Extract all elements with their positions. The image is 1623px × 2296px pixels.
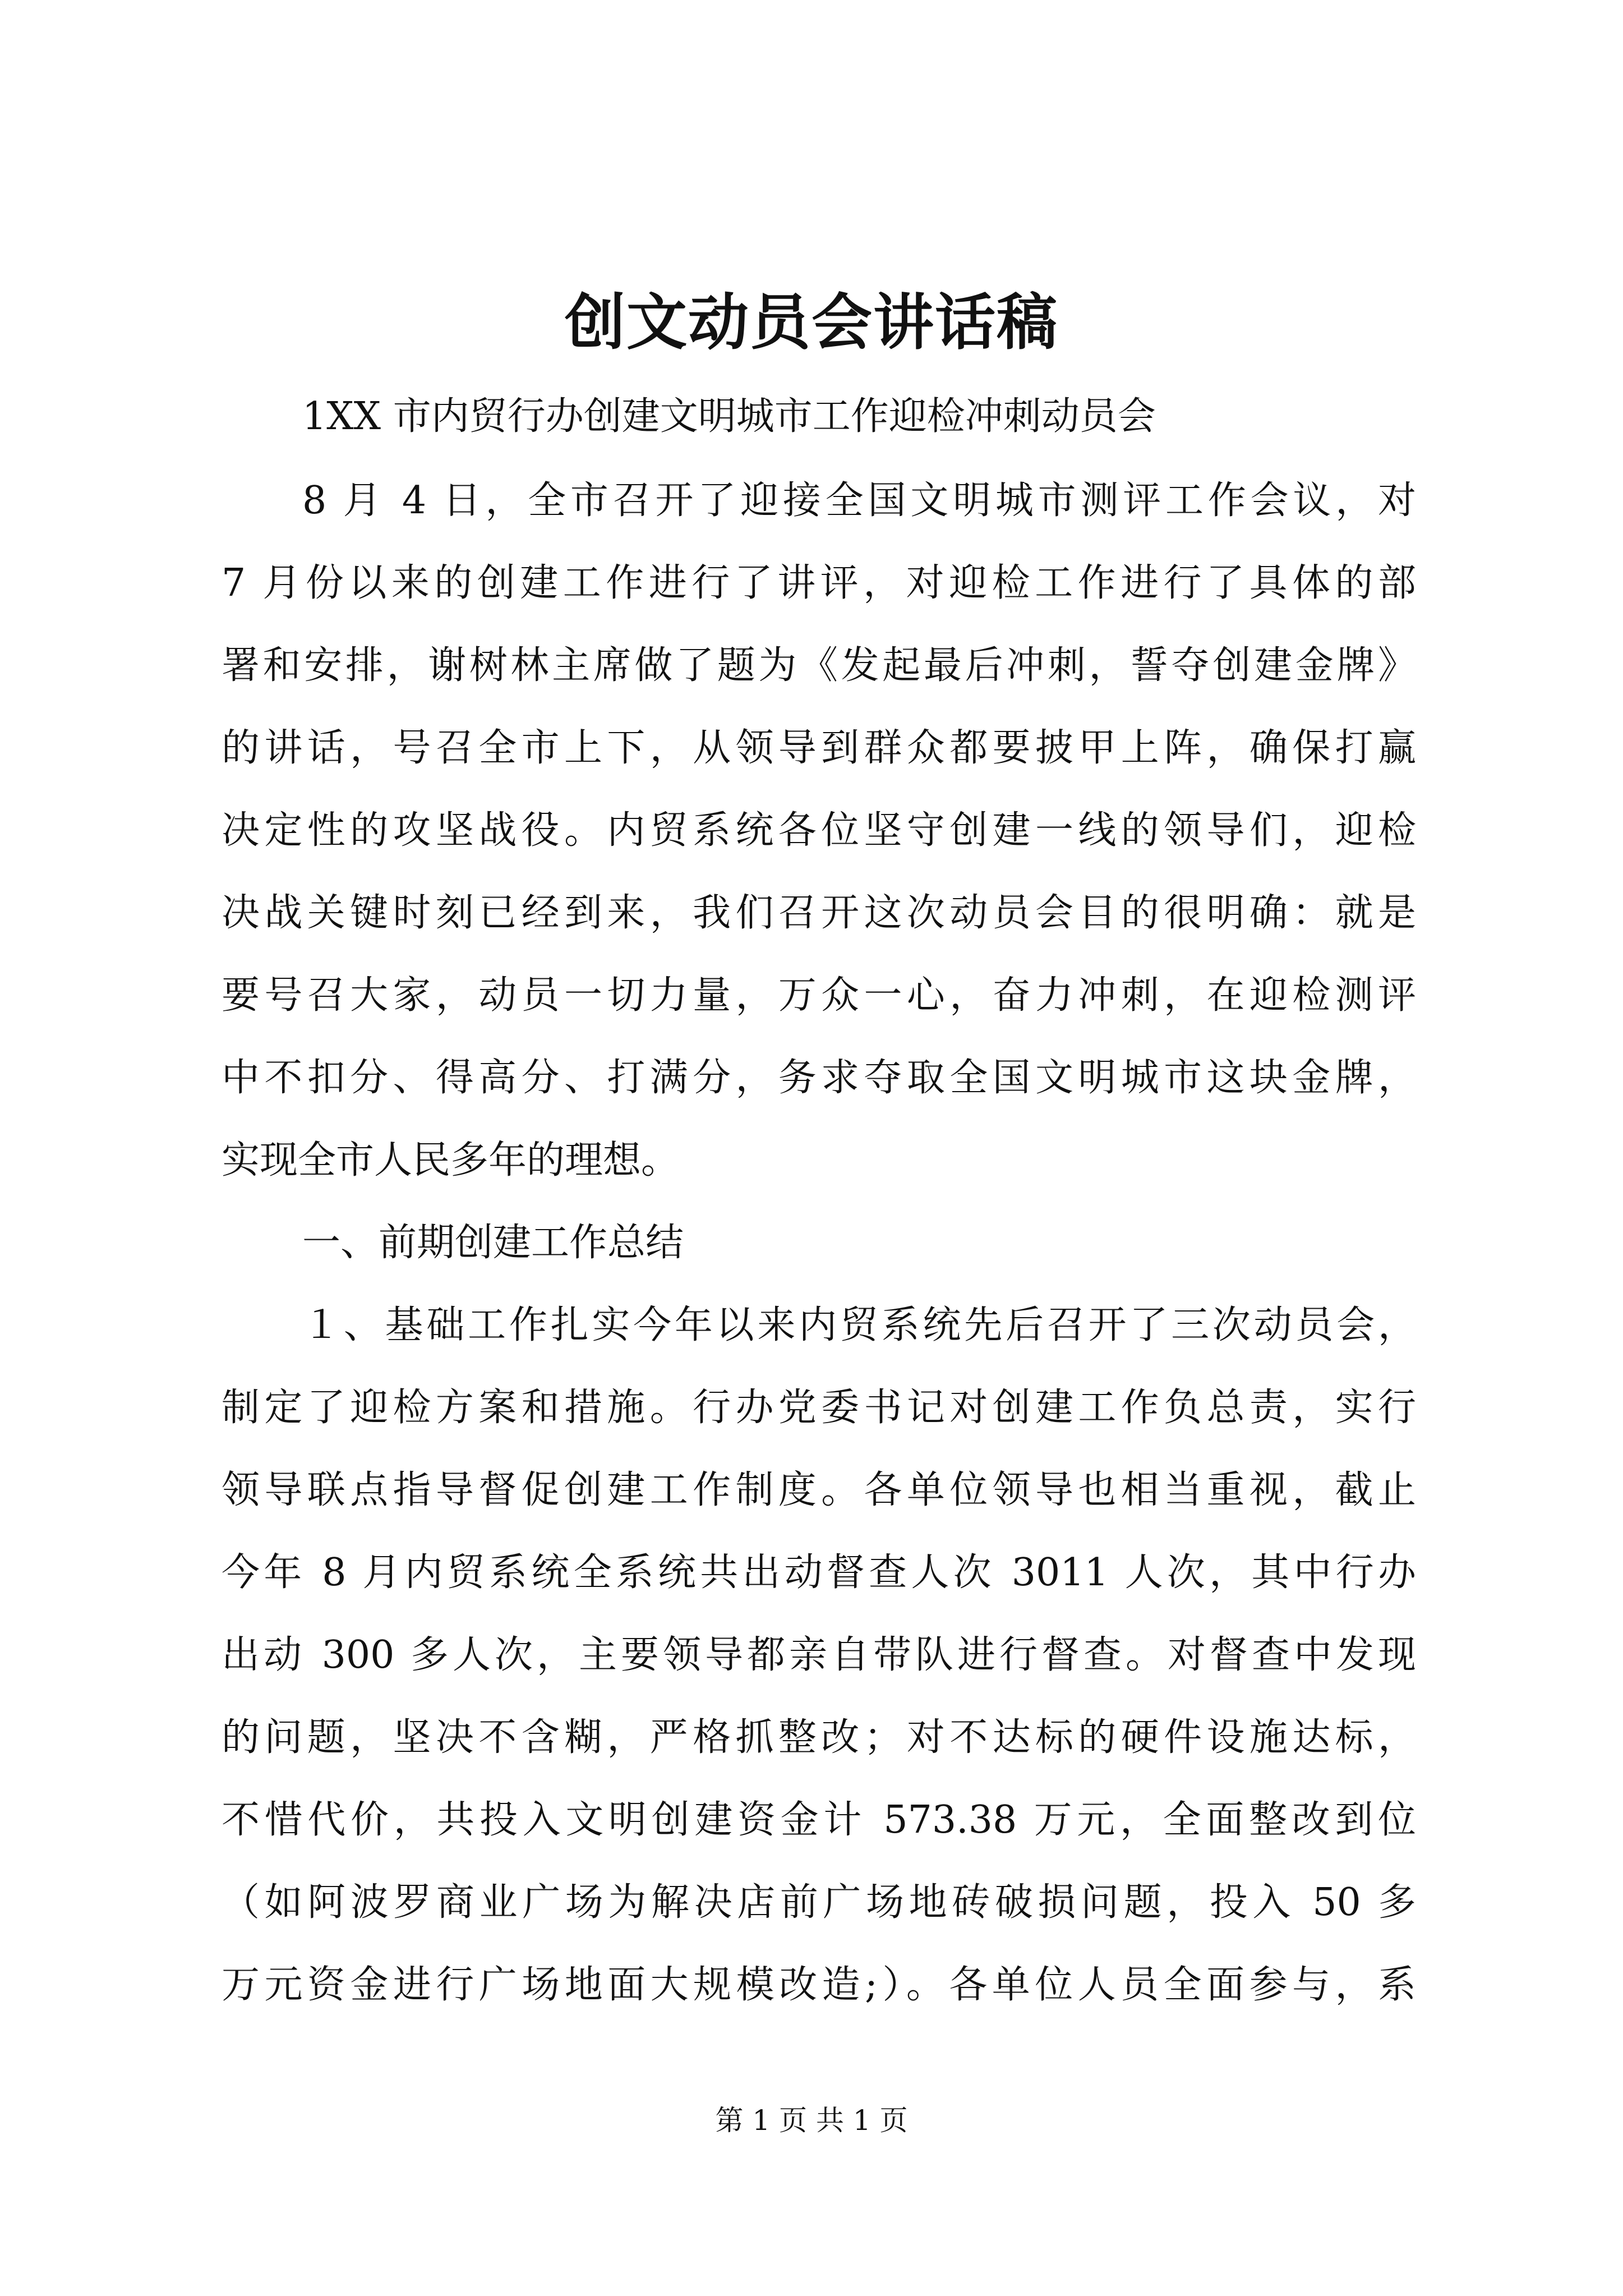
paragraph-line: 今年 8 月内贸系统全系统共出动督查人次 3011 人次，其中行办 (222, 1550, 1416, 1595)
paragraph-line: 中不扣分、得高分、打满分，务求夺取全国文明城市这块金牌， (222, 1056, 1416, 1100)
paragraph-line: １、基础工作扎实今年以来内贸系统先后召开了三次动员会， (302, 1303, 1416, 1347)
paragraph-line: 不惜代价，共投入文明创建资金计 573.38 万元，全面整改到位 (222, 1798, 1416, 1842)
section-heading: 一、前期创建工作总结 (302, 1221, 684, 1265)
document-subtitle: 1XX 市内贸行办创建文明城市工作迎检冲刺动员会 (302, 394, 1156, 439)
paragraph-line: 实现全市人民多年的理想。 (222, 1138, 680, 1182)
paragraph-line: 领导联点指导督促创建工作制度。各单位领导也相当重视，截止 (222, 1468, 1416, 1512)
paragraph-line: 决定性的攻坚战役。内贸系统各位坚守创建一线的领导们，迎检 (222, 808, 1416, 853)
document-title: 创文动员会讲话稿 (564, 287, 1058, 358)
paragraph-line: 出动 300 多人次，主要领导都亲自带队进行督查。对督查中发现 (222, 1633, 1416, 1677)
paragraph-line: 的讲话，号召全市上下，从领导到群众都要披甲上阵，确保打赢 (222, 726, 1416, 770)
paragraph-line: 决战关键时刻已经到来，我们召开这次动员会目的很明确：就是 (222, 891, 1416, 935)
paragraph-line: 要号召大家，动员一切力量，万众一心，奋力冲刺，在迎检测评 (222, 973, 1416, 1018)
paragraph-line: 制定了迎检方案和措施。行办党委书记对创建工作负总责，实行 (222, 1386, 1416, 1430)
paragraph-line: 万元资金进行广场地面大规模改造;）。各单位人员全面参与，系 (222, 1963, 1416, 2007)
page-number-footer: 第 1 页 共 1 页 (715, 2104, 908, 2137)
paragraph-line: （如阿波罗商业广场为解决店前广场地砖破损问题，投入 50 多 (222, 1880, 1416, 1925)
paragraph-line: 的问题，坚决不含糊，严格抓整改；对不达标的硬件设施达标， (222, 1715, 1416, 1760)
paragraph-line: 8 月 4 日，全市召开了迎接全国文明城市测评工作会议，对 (302, 478, 1416, 523)
paragraph-line: 署和安排，谢树林主席做了题为《发起最后冲刺，誓夺创建金牌》 (222, 643, 1416, 688)
paragraph-line: 7 月份以来的创建工作进行了讲评，对迎检工作进行了具体的部 (222, 561, 1416, 605)
